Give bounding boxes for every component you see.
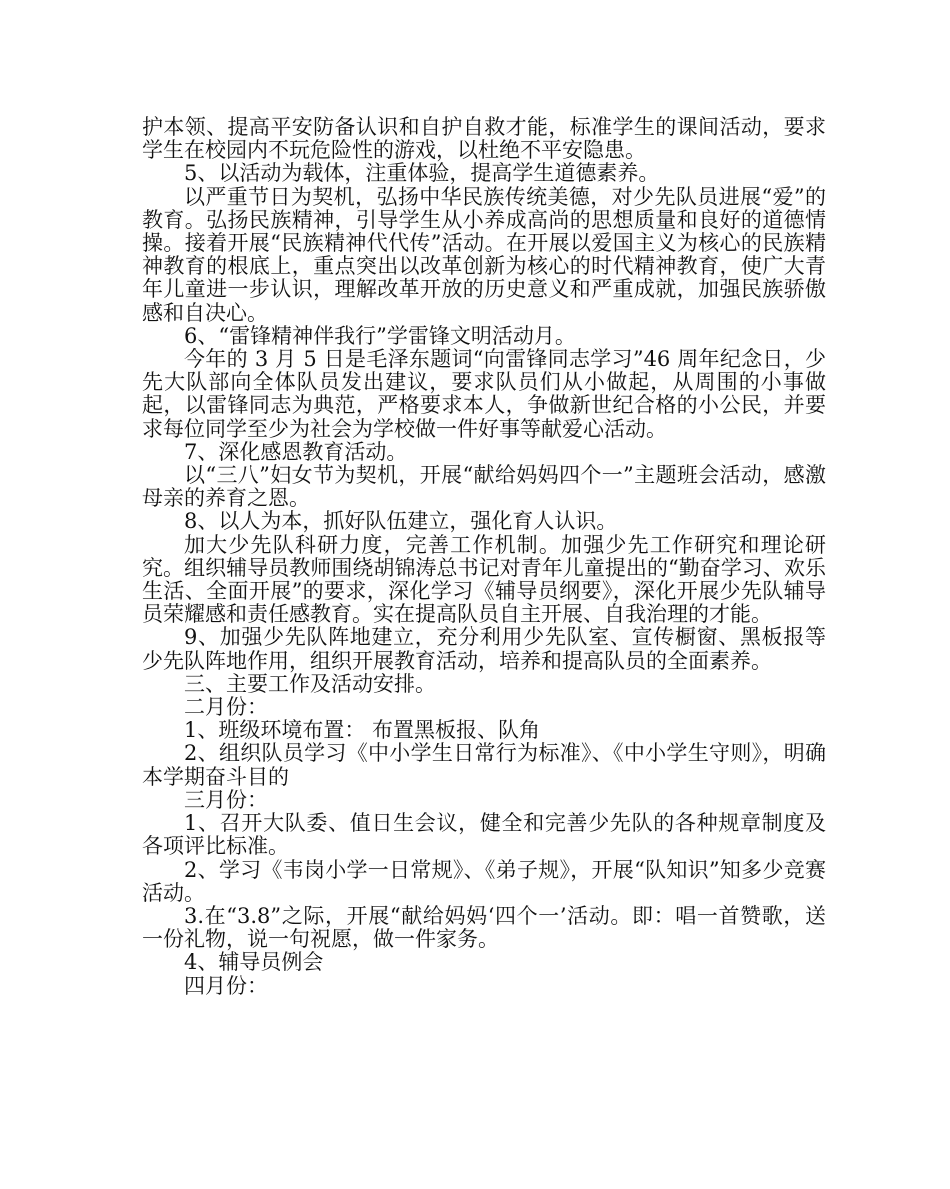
paragraph-5: 今年的 3 月 5 日是毛泽东题词“向雷锋同志学习”46 周年纪念日，少先大队部向全体队员发出建议，要求队员们从小做起，从周围的小事做起，以雷锋同志为典范，严格要求本人，争做新世纪合格的小公民，并要求每位同学至少为社会为学校做一件好事等献爱心活动。 (142, 347, 826, 441)
month-heading-february: 二月份： (184, 695, 268, 720)
paragraph-2: 5、以活动为载体，注重体验，提高学生道德素养。 (184, 161, 660, 186)
paragraph-1: 护本领、提高平安防备认识和自护自救才能，标准学生的课间活动，要求学生在校园内不玩危险性的游戏，以杜绝不平安隐患。 (142, 115, 826, 163)
paragraph-6: 7、深化感恩教育活动。 (184, 439, 408, 464)
paragraph-8: 8、以人为本，抓好队伍建立，强化育人认识。 (184, 509, 618, 534)
month-heading-april: 四月份： (184, 973, 268, 998)
paragraph-3: 以严重节日为契机，弘扬中华民族传统美德，对少先队员进展“爱”的教育。弘扬民族精神，引导学生从小养成高尚的思想质量和良好的道德情操。接着开展“民族精神代代传”活动。在开展以爱国主义为核心的民族精神教育的根底上，重点突出以改革创新为核心的时代精神教育，使广大青年儿童进一步认识，理解改革开放的历史意义和严重成就，加强民族骄傲感和自决心。 (142, 184, 826, 325)
list-item: 1、班级环境布置： 布置黑板报、队角 (184, 718, 541, 743)
list-item: 4、辅导员例会 (184, 950, 324, 975)
paragraph-7: 以“三八”妇女节为契机，开展“献给妈妈四个一”主题班会活动，感激母亲的养育之恩。 (142, 463, 826, 511)
document-page (142, 116, 826, 998)
month-heading-march: 三月份： (184, 787, 268, 812)
paragraph-10: 9、加强少先队阵地建立，充分利用少先队室、宣传橱窗、黑板报等少先队阵地作用，组织开展教育活动，培养和提高队员的全面素养。 (142, 625, 826, 673)
section-heading: 三、主要工作及活动安排。 (184, 671, 436, 696)
list-item: 1、召开大队委、值日生会议，健全和完善少先队的各种规章制度及各项评比标准。 (142, 811, 826, 859)
paragraph-9: 加大少先队科研力度，完善工作机制。加强少先工作研究和理论研究。组织辅导员教师围绕胡锦涛总书记对青年儿童提出的“勤奋学习、欢乐生活、全面开展”的要求，深化学习《辅导员纲要》，深化开展少先队辅导员荣耀感和责任感教育。实在提高队员自主开展、自我治理的才能。 (142, 532, 826, 627)
list-item: 3.在“3.8”之际，开展“献给妈妈‘四个一’活动。即：唱一首赞歌，送一份礼物，说一句祝愿，做一件家务。 (142, 903, 826, 952)
list-item: 2、组织队员学习《中小学生日常行为标准》、《中小学生守则》，明确本学期奋斗目的 (142, 741, 826, 789)
list-item: 2、学习《韦岗小学一日常规》、《弟子规》，开展“队知识”知多少竞赛活动。 (142, 857, 826, 905)
paragraph-4: 6、“雷锋精神伴我行”学雷锋文明活动月。 (184, 323, 576, 348)
